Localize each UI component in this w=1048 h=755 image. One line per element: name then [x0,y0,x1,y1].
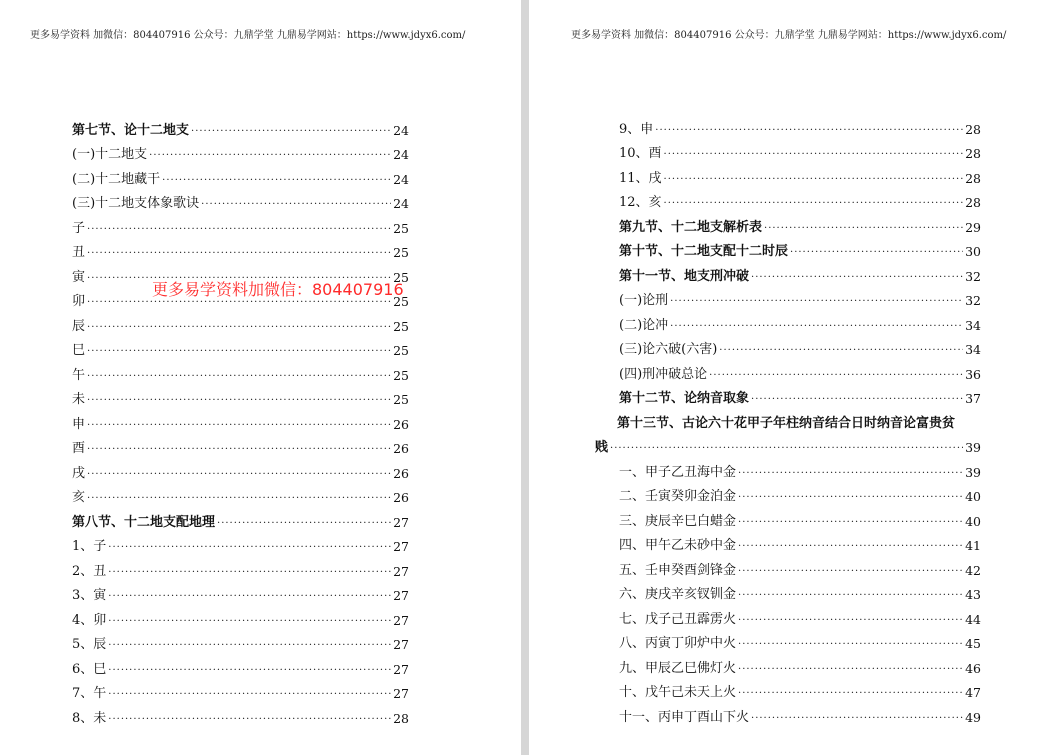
toc-leader [87,370,391,384]
toc-page-number: 44 [965,611,981,627]
page-gutter [521,0,529,755]
toc-entry-label: 11、戌 [619,170,662,186]
toc-leader [108,713,391,727]
toc-leader [738,540,963,554]
toc-entry-label: 亥 [72,490,86,505]
toc-entry [72,604,409,629]
toc-entry-continuation [595,432,981,457]
toc-entry-label: 10、酉 [619,146,662,161]
toc-leader [738,663,963,677]
toc-leader [738,467,963,481]
toc-page-number: 32 [965,268,981,284]
toc-page-number: 27 [393,563,409,579]
toc-leader [751,712,963,726]
page-header: 更多易学资料 加微信：804407916 公众号：九鼎学堂 九鼎易学网站：https://www.jdyx6.com/ [571,30,1007,41]
toc-entry [617,407,981,432]
toc-leader [664,197,964,211]
toc-entry [617,285,981,310]
toc-leader [108,590,391,604]
toc-entry [72,212,409,237]
toc-entry [617,383,981,408]
toc-leader [670,320,963,334]
watermark: 更多易学资料加微信：804407916 [152,280,404,299]
toc-entry [617,162,981,187]
toc-entry-label: 巳 [72,343,86,358]
toc-entry [72,482,409,507]
toc-entry [72,359,409,384]
toc-page-number: 42 [965,562,981,578]
toc-page-number: 32 [965,293,981,308]
toc-entry-label: 5、辰 [72,637,107,652]
toc-leader [664,148,964,162]
toc-page-number: 25 [393,269,409,285]
toc-page-number: 26 [393,416,409,432]
toc-page-number: 34 [965,317,981,333]
toc-entry-label: 贱 [595,440,609,455]
toc-entry-label: 戌 [72,465,86,481]
toc-leader [162,174,391,188]
toc-entry [617,481,981,506]
toc-entry-label: 第八节、十二地支配地理 [72,514,216,530]
toc-leader [108,639,391,653]
toc-leader [108,566,391,580]
toc-page-number: 27 [393,514,409,530]
toc-entry-label: 8、未 [72,710,107,726]
toc-leader [108,615,391,629]
toc-entry-label: 三、庚辰辛巳白蜡金 [619,513,737,529]
toc-entry-label: 2、丑 [72,563,107,579]
toc-page-number: 37 [965,391,981,406]
toc-entry-label: (一)十二地支 [72,147,148,162]
toc-leader [87,492,391,506]
toc-entry-label: 4、卯 [72,612,107,628]
toc-entry [617,456,981,481]
toc-page-number: 29 [965,219,981,235]
toc-entry-label: 第七节、论十二地支 [72,122,190,138]
toc-entry [72,188,409,213]
toc-page-number: 28 [965,146,981,161]
toc-entry-label: 一、甲子乙丑海中金 [619,464,737,480]
toc-leader [670,295,963,309]
toc-entry-label: 7、午 [72,686,107,701]
toc-entry-label: 12、亥 [619,195,662,210]
toc-entry [72,531,409,556]
toc-entry [72,678,409,703]
toc-entry [72,335,409,360]
toc-entry-label: 九、甲辰乙巳佛灯火 [619,660,737,676]
toc-leader [764,222,963,236]
toc-leader [191,125,391,139]
toc-entry [72,310,409,335]
toc-leader [610,442,963,456]
toc-page-number: 28 [965,195,981,210]
toc-page-number: 27 [393,686,409,701]
toc-page-number: 27 [393,661,409,677]
toc-entry-label: 第十一节、地支刑冲破 [619,268,750,284]
toc-entry-label: 六、庚戌辛亥钗钏金 [619,587,737,602]
toc-page-number: 39 [965,440,981,455]
toc-page-number: 45 [965,636,981,651]
toc-entry-label: 七、戊子己丑霹雳火 [619,611,737,627]
left-page [0,0,521,755]
toc-page-number: 26 [393,490,409,505]
toc-leader [664,173,964,187]
toc-entry-label: 午 [72,367,86,383]
toc-leader [738,589,963,603]
toc-page-number: 28 [393,710,409,726]
toc-entry-label: 9、申 [619,121,654,137]
toc-entry [617,211,981,236]
toc-leader [738,687,963,701]
toc-entry [617,652,981,677]
toc-entry [617,309,981,334]
toc-page-number: 34 [965,342,981,357]
toc-entry [617,677,981,702]
toc-leader [87,321,391,335]
toc-entry-label: 二、壬寅癸卯金泊金 [619,489,737,504]
toc-entry-label: 辰 [72,318,86,334]
toc-page-number: 26 [393,441,409,456]
toc-leader [709,369,963,383]
toc-entry-label: (四)刑冲破总论 [619,366,708,382]
toc-page-number: 46 [965,660,981,676]
toc-entry [617,554,981,579]
toc-entry [617,334,981,359]
toc-entry [72,457,409,482]
toc-page-number: 27 [393,588,409,603]
toc-entry-label: 申 [72,416,86,432]
toc-leader [738,638,963,652]
toc-entry [72,702,409,727]
toc-page-number: 25 [393,294,409,309]
toc-entry [617,579,981,604]
toc-page-number: 24 [393,196,409,211]
toc-page-number: 26 [393,465,409,481]
toc-entry [617,138,981,163]
toc-entry [72,384,409,409]
toc-entry-label: 十一、丙申丁酉山下火 [619,709,750,725]
toc-leader [719,344,963,358]
toc-entry [617,187,981,212]
toc-list [72,114,409,727]
toc-page-number: 43 [965,587,981,602]
toc-leader [108,688,391,702]
toc-leader [217,517,391,531]
toc-page-number: 40 [965,489,981,504]
toc-entry-label: (二)十二地藏干 [72,171,161,187]
toc-leader [751,271,963,285]
toc-leader [790,246,963,260]
toc-page-number: 25 [393,318,409,334]
toc-entry [72,506,409,531]
toc-leader [751,393,963,407]
toc-entry-label: (二)论冲 [619,317,669,333]
toc-page-number: 24 [393,122,409,138]
toc-entry-label: 第十二节、论纳音取象 [619,391,750,406]
toc-page-number: 25 [393,343,409,358]
page-header: 更多易学资料 加微信：804407916 公众号：九鼎学堂 九鼎易学网站：https://www.jdyx6.com/ [30,30,466,41]
toc-entry-label: 未 [72,392,86,407]
toc-page-number: 24 [393,147,409,162]
toc-entry [617,603,981,628]
toc-page-number: 47 [965,685,981,700]
toc-entry [617,701,981,726]
toc-entry [617,358,981,383]
toc-entry-label: (三)论六破(六害) [619,342,718,357]
toc-leader [201,198,391,212]
right-page [529,0,1048,755]
toc-leader [655,124,963,138]
toc-page-number: 25 [393,367,409,383]
toc-entry-label: 寅 [72,269,86,285]
toc-entry [72,629,409,654]
toc-entry [72,237,409,262]
toc-page-number: 27 [393,612,409,628]
toc-page-number: 27 [393,637,409,652]
toc-leader [87,345,391,359]
toc-page-number: 27 [393,539,409,554]
toc-page-number: 36 [965,366,981,382]
toc-leader [87,247,391,261]
toc-page-number: 41 [965,538,981,553]
toc-entry [617,530,981,555]
toc-leader [87,443,391,457]
toc-page-number: 25 [393,220,409,236]
toc-leader [738,491,963,505]
toc-entry-label: 卯 [72,294,86,309]
toc-entry [617,505,981,530]
toc-entry-label: (一)论刑 [619,293,669,308]
toc-leader [108,664,391,678]
toc-page-number: 28 [965,170,981,186]
toc-page-number: 25 [393,392,409,407]
toc-leader [87,419,391,433]
toc-page-number: 30 [965,244,981,259]
toc-page-number: 39 [965,464,981,480]
toc-leader [87,394,391,408]
toc-entry [72,653,409,678]
toc-entry-label: 丑 [72,245,86,260]
toc-page-number: 49 [965,709,981,725]
toc-entry [617,113,981,138]
toc-entry-label: 五、壬申癸酉剑锋金 [619,562,737,578]
toc-entry [617,260,981,285]
toc-entry [617,236,981,261]
toc-entry-label: 3、寅 [72,588,107,603]
toc-page-number: 24 [393,171,409,187]
toc-leader [738,614,963,628]
toc-leader [87,223,391,237]
toc-entry [72,163,409,188]
toc-leader [87,468,391,482]
toc-leader [738,565,963,579]
toc-leader [149,149,391,163]
toc-entry-label: 1、子 [72,539,107,554]
toc-page-number: 40 [965,513,981,529]
toc-page-number: 25 [393,245,409,260]
toc-entry [72,139,409,164]
toc-entry-label: (三)十二地支体象歌诀 [72,196,200,211]
toc-entry-label: 四、甲午乙未砂中金 [619,538,737,553]
toc-list [595,113,981,726]
toc-entry [72,408,409,433]
toc-entry-label: 6、巳 [72,661,107,677]
toc-entry [617,628,981,653]
toc-entry [72,555,409,580]
toc-entry-label: 子 [72,220,86,236]
toc-entry-label: 第十三节、古论六十花甲子年柱纳音结合日时纳音论富贵贫 [617,415,956,431]
toc-entry [72,114,409,139]
toc-entry-label: 十、戊午己未天上火 [619,685,737,700]
toc-entry [72,433,409,458]
toc-entry-label: 第九节、十二地支解析表 [619,219,763,235]
toc-entry [72,580,409,605]
toc-page-number: 28 [965,121,981,137]
toc-entry-label: 第十节、十二地支配十二时辰 [619,244,789,259]
toc-entry-label: 酉 [72,441,86,456]
toc-leader [108,541,391,555]
toc-entry-label: 八、丙寅丁卯炉中火 [619,636,737,651]
toc-leader [738,516,963,530]
